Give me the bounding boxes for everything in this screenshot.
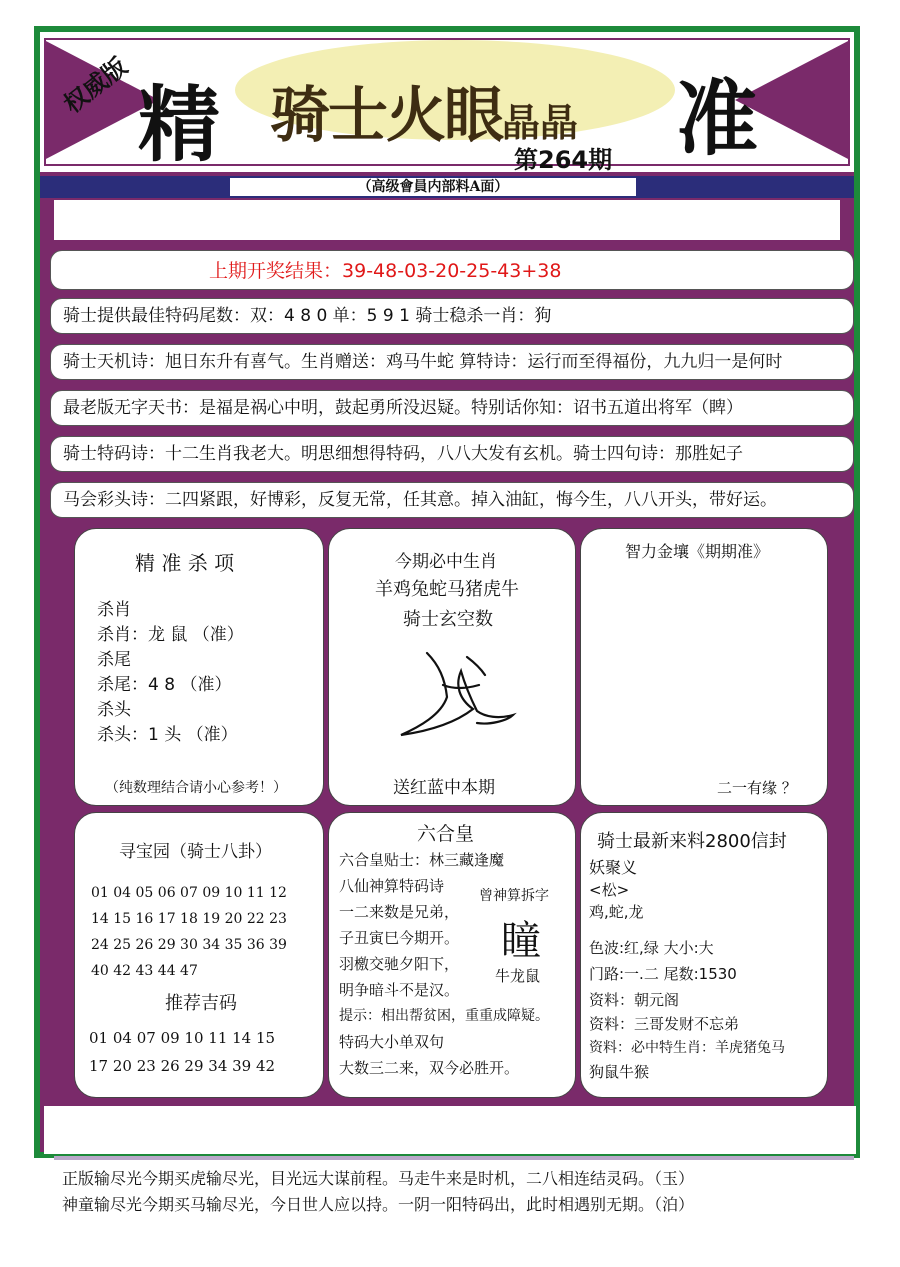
- result-numbers: 39-48-03-20-25-43+38: [342, 260, 562, 282]
- title-text: 骑士火眼: [270, 81, 502, 151]
- number-grid-row: 14 15 16 17 18 19 20 22 23: [91, 911, 287, 927]
- liuhe-line: 羽檄交驰夕阳下，: [339, 955, 460, 973]
- zodiac-line: 今期必中生肖: [395, 552, 497, 572]
- kill-line: 杀尾：4 8 （准）: [97, 675, 232, 695]
- envelope-line: 色波:红,绿 大小:大: [589, 939, 714, 957]
- liuhe-line: 子丑寅巳今期开。: [339, 929, 460, 947]
- kill-line: 杀尾: [97, 650, 131, 670]
- info-row-lucky-poem: 马会彩头诗：二四紧跟，好博彩，反复无常，任其意。掉入油缸，悔今生，八八开头，带好运。: [50, 482, 854, 518]
- right-big-char: 准: [676, 71, 759, 167]
- envelope-line: 妖聚义: [589, 858, 638, 877]
- blank-banner: [54, 200, 840, 240]
- number-grid-row: 17 20 23 26 29 34 39 42: [89, 1057, 276, 1075]
- bottom-poem-line: 神童输尽光今期买马输尽光，今日世人应以持。一阴一阳特码出，此时相遇别无期。（泊）: [62, 1195, 695, 1214]
- envelope-line: 资料：朝元阁: [589, 991, 680, 1009]
- kill-items-box: [74, 528, 324, 806]
- divination-char: 瞳: [501, 918, 541, 964]
- number-grid-row: 01 04 07 09 10 11 14 15: [89, 1029, 276, 1047]
- wisdom-note: 二一有缘 ？: [717, 779, 797, 797]
- wisdom-title: 智力金壤《期期准》: [625, 542, 770, 561]
- page-frame: [34, 26, 860, 1158]
- result-row: [50, 250, 854, 290]
- kill-box-title: 精 准 杀 项: [135, 551, 235, 575]
- zodiac-line: 骑士玄空数: [403, 609, 493, 630]
- divination-title: 曾神算拆字: [479, 888, 549, 904]
- edition-label: 权威版: [57, 51, 133, 119]
- liuhe-line: 大数三二来，双今必胜开。: [339, 1059, 520, 1077]
- envelope-line: 资料：必中特生肖：羊虎猪兔马: [589, 1040, 785, 1056]
- bottom-poem-line: 正版输尽光今期买虎输尽光，目光远大谋前程。马走牛来是时机，二八相连结灵码。（玉）: [62, 1169, 695, 1188]
- left-big-char: 精: [138, 77, 221, 173]
- liuhe-line: 六合皇贴士：林三藏逢魔: [339, 851, 505, 869]
- header: [40, 32, 854, 172]
- result-label: 上期开奖结果：: [209, 260, 343, 282]
- subtitle-stripe: [40, 176, 854, 198]
- info-row-tail-numbers: 骑士提供最佳特码尾数：双：4 8 0 单：5 9 1 骑士稳杀一肖：狗: [50, 298, 854, 334]
- recommended-title: 推荐吉码: [165, 993, 237, 1014]
- envelope-line: <松>: [589, 881, 630, 899]
- issue-number: 第264期: [514, 146, 613, 174]
- treasure-title: 寻宝园（骑士八卦）: [119, 842, 272, 862]
- envelope-line: 狗鼠牛猴: [589, 1063, 650, 1081]
- zodiac-line: 羊鸡兔蛇马猪虎牛: [375, 579, 519, 600]
- liuhe-line: 一二来数是兄弟，: [339, 903, 460, 921]
- must-win-zodiac-box: [328, 528, 576, 806]
- treasure-box: [74, 812, 324, 1098]
- number-grid-row: 24 25 26 29 30 34 35 36 39: [91, 937, 287, 953]
- footer-blank-bar: [44, 1106, 856, 1154]
- info-row-heaven-poem: 骑士天机诗：旭日东升有喜气。生肖赠送：鸡马牛蛇 算特诗：运行而至得福份，九九归一是何时: [50, 344, 854, 380]
- kill-line: 杀头：1 头 （准）: [97, 725, 238, 745]
- envelope-title: 骑士最新来料2800信封: [597, 831, 787, 852]
- kill-line: 杀肖：龙 鼠 （准）: [97, 625, 244, 645]
- number-grid-row: 01 04 05 06 07 09 10 11 12: [91, 885, 287, 901]
- title-small-text: 晶晶: [502, 100, 579, 145]
- liuhe-box: [328, 812, 576, 1098]
- wisdom-box: [580, 528, 828, 806]
- number-grid-row: 40 42 43 44 47: [91, 963, 198, 979]
- divination-zodiac: 牛龙鼠: [495, 967, 541, 985]
- envelope-line: 鸡,蛇,龙: [589, 903, 644, 921]
- handwritten-signature: [389, 645, 519, 745]
- liuhe-title: 六合皇: [417, 823, 475, 845]
- footer-divider: [54, 1156, 854, 1160]
- kill-line: 杀头: [97, 700, 131, 720]
- liuhe-line: 提示：相出帮贫困，重重成障疑。: [339, 1008, 549, 1024]
- liuhe-line: 明争暗斗不是汉。: [339, 981, 460, 999]
- liuhe-line: 特码大小单双句: [339, 1033, 445, 1051]
- subtitle: （高级會員内部料A面）: [230, 178, 636, 196]
- info-row-code-poem: 骑士特码诗：十二生肖我老大。明思细想得特码，八八大发有玄机。骑士四句诗：那胜妃子: [50, 436, 854, 472]
- kill-line: 杀肖: [97, 600, 131, 620]
- envelope-line: 资料：三哥发财不忘弟: [589, 1015, 740, 1033]
- kill-note: （纯数理结合请小心参考！）: [105, 780, 287, 796]
- info-row-heaven-book: 最老版无字天书：是福是祸心中明，鼓起勇所没迟疑。特别话你知：诏书五道出将军（睥）: [50, 390, 854, 426]
- envelope-line: 门路:一.二 尾数:1530: [589, 965, 737, 983]
- liuhe-line: 八仙神算特码诗: [339, 877, 445, 895]
- latest-envelope-box: [580, 812, 828, 1098]
- zodiac-line: 送红蓝中本期: [393, 778, 495, 798]
